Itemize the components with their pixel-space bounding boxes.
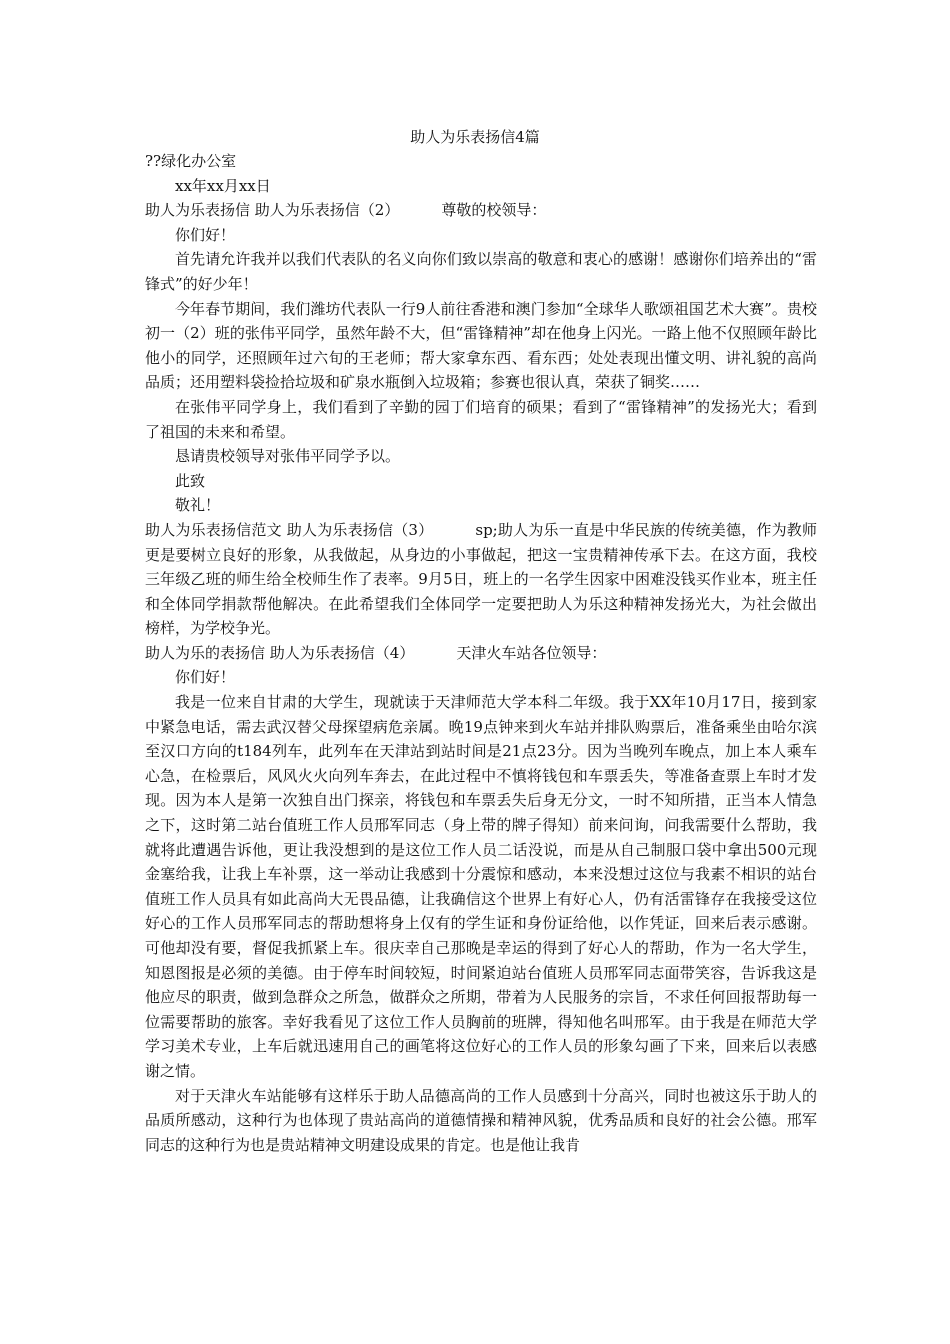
document-body [145,149,817,1157]
heading-2-title: 助人为乐表扬信 助人为乐表扬信（2） [145,201,400,220]
paragraph-heading-3 [145,518,817,641]
paragraph-student-story: 我是一位来自甘肃的大学生，现就读于天津师范大学本科二年级。我于XX年10月17日，接到家中紧急电话，需去武汉替父母探望病危亲属。晚19点钟来到火车站并排队购票后，准备乘坐由哈尔滨至汉口方向的t184列车，此列车在天津站到站时间是21点23分。因为当晚列车晚点，加上本人乘车心急，在检票后，风风火火向列车奔去，在此过程中不慎将钱包和车票丢失，等准备查票上车时才发现。因为本人是第一次独自出门探亲，将钱包和车票丢失后身无分文，一时不知所措，正当本人情急之下，这时第二站台值班工作人员邢军同志（身上带的牌子得知）前来问询，问我需要什么帮助，我就将此遭遇告诉他，更让我没想到的是这位工作人员二话没说，而是从自己制服口袋中拿出500元现金塞给我，让我上车补票，这一举动让我感到十分震惊和感动，本来没想过这位与我素不相识的站台值班工作人员具有如此高尚大无畏品德，让我确信这个世界上有好心人，仍有活雷锋存在我接受这位好心的工作人员邢军同志的帮助想将身上仅有的学生证和身份证给他，以作凭证，回来后表示感谢。可他却没有要，督促我抓紧上车。很庆幸自己那晚是幸运的得到了好心人的帮助，作为一名大学生，知恩图报是必须的美德。由于停车时间较短，时间紧迫站台值班人员邢军同志面带笑容，告诉我这是他应尽的职责，做到急群众之所急，做群众之所期，带着为人民服务的宗旨，不求任何回报帮助每一位需要帮助的旅客。幸好我看见了这位工作人员胸前的班牌，得知他名叫邢军。由于我是在师范大学学习美术专业，上车后就迅速用自己的画笔将这位好心的工作人员的形象勾画了下来，回来后以表感谢之情。 [145,693,817,1080]
document-title: 助人为乐表扬信4篇 [410,128,540,146]
paragraph-thanks: 首先请允许我并以我们代表队的名义向你们致以崇高的敬意和衷心的感谢！感谢你们培养出的“雷锋式”的好少年！ [145,250,817,293]
heading-4-title: 助人为乐的表扬信 助人为乐表扬信（4） [145,643,415,662]
paragraph-request: 恳请贵校领导对张伟平同学予以。 [175,447,401,466]
paragraph-praise: 在张伟平同学身上，我们看到了辛勤的园丁们培育的硕果；看到了“雷锋精神”的发扬光大；看到了祖国的未来和希望。 [145,397,817,441]
paragraph-conclusion: 对于天津火车站能够有这样乐于助人品德高尚的工作人员感到十分高兴，同时也被这乐于助人的品质所感动，这种行为也体现了贵站高尚的道德情操和精神风貌，优秀品质和良好的社会公德。邢军同志的这种行为也是贵站精神文明建设成果的肯定。也是他让我肯 [145,1086,817,1154]
heading-4-salutation: 天津火车站各位领导： [456,643,607,662]
paragraph-heading-2 [145,198,817,223]
paragraph-heading-4 [145,641,817,666]
paragraph-date: xx年xx月xx日 [175,176,271,195]
heading-3-body: sp;助人为乐一直是中华民族的传统美德，作为教师更是要树立良好的形象，从我做起，从身边的小事做起，把这一宝贵精神传承下去。在这方面，我校三年级乙班的师生给全校师生作了表率。9月5日，班上的一名学生因家中困难没钱买作业本，班主任和全体同学捐款帮他解决。在此希望我们全体同学一定要把助人为乐这种精神发扬光大，为社会做出榜样，为学校争光。 [145,520,817,638]
paragraph-salute: 敬礼！ [175,496,221,515]
paragraph-greeting: 你们好！ [175,225,236,244]
heading-2-salutation: 尊敬的校领导： [441,201,547,220]
paragraph-closing: 此致 [175,471,206,490]
heading-3-title: 助人为乐表扬信范文 助人为乐表扬信（3） [145,520,434,539]
paragraph-story: 今年春节期间，我们潍坊代表队一行9人前往香港和澳门参加“全球华人歌颂祖国艺术大赛”。贵校初一（2）班的张伟平同学，虽然年龄不大，但“雷锋精神”却在他身上闪光。一路上他不仅照顾年龄比他小的同学，还照顾年过六旬的王老师；帮大家拿东西、看东西；处处表现出懂文明、讲礼貌的高尚品质；还用塑料袋捡拾垃圾和矿泉水瓶倒入垃圾箱；参赛也很认真，荣获了铜奖…… [145,299,817,392]
paragraph-addressee: ??绿化办公室 [145,152,237,170]
paragraph-greeting-4: 你们好！ [175,668,236,687]
